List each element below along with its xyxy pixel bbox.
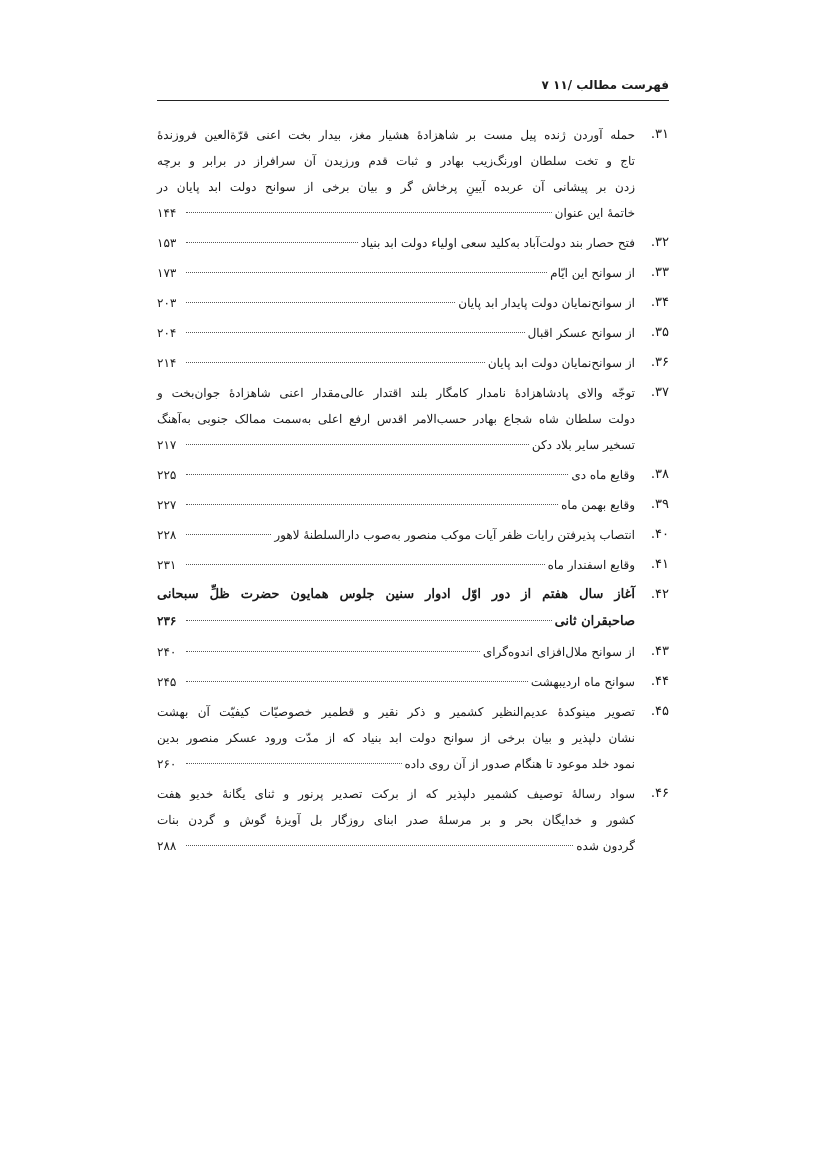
page-number: ۲۸۸	[157, 839, 177, 853]
entry-last-line	[157, 608, 635, 635]
page-number: ۲۳۶	[157, 614, 177, 628]
entry-last-line	[157, 669, 635, 695]
entry-last-line	[157, 751, 635, 777]
entry-content	[157, 290, 635, 316]
dot-leader	[186, 242, 358, 243]
entry-content	[157, 639, 635, 665]
entry-title: سوانح ماه اردیبهشت	[530, 675, 635, 689]
entry-title: وقایع بهمن ماه	[561, 498, 635, 512]
page-number: ۱۴۴	[157, 206, 177, 220]
page-number: ۲۱۴	[157, 356, 177, 370]
entry-title: فتح حصار بند دولت‌آباد به‌کلید سعی اولیاء دولت ابد بنیاد	[360, 236, 635, 250]
entry-last-line	[157, 350, 635, 376]
dot-leader	[186, 332, 525, 333]
dot-leader	[186, 763, 402, 764]
toc-entry[interactable]	[157, 290, 669, 316]
entry-last-line	[157, 492, 635, 518]
entry-title: از سوانح‌نمایان دولت ابد پایان	[487, 356, 635, 370]
entry-content	[157, 350, 635, 376]
entry-text-line: دولت سلطان شاه شجاع بهادر حسب‌الامر اقدس ارفع اعلی به‌سمت ممالک جنوبی به‌آهنگ	[157, 412, 635, 426]
entry-title: وقایع ماه دی	[571, 468, 635, 482]
entry-content	[157, 230, 635, 256]
dot-leader	[186, 474, 568, 475]
entry-number: ۳۵.	[650, 325, 669, 340]
toc-entry[interactable]	[157, 260, 669, 286]
toc-entry[interactable]	[157, 699, 669, 777]
page-number: ۱۵۳	[157, 236, 177, 250]
entry-text-line: سواد رسالهٔ توصیف کشمیر دلپذیر که از برکت تصدیر پرنور و ثنای یگانهٔ خدیو هفت	[157, 787, 635, 801]
entry-text-line: کشور و خدایگان بحر و بر مرسلهٔ صدر ابنای روزگار بل آویزهٔ گوش و گردن بنات	[157, 813, 635, 827]
entry-text-line: زدن بر پیشانی آن عربده آیینِ پرخاش گر و بیان برخی از سوانح دولت ابد پایان در	[157, 180, 635, 194]
dot-leader	[186, 212, 552, 213]
page-number: ۲۴۰	[157, 645, 177, 659]
toc-entry[interactable]	[157, 522, 669, 548]
page-number: ۲۰۳	[157, 296, 177, 310]
toc-entry[interactable]	[157, 492, 669, 518]
dot-leader	[186, 651, 480, 652]
page-number: ۱۷۳	[157, 266, 177, 280]
dot-leader	[186, 504, 558, 505]
page-number: ۲۰۴	[157, 326, 177, 340]
toc-entry[interactable]	[157, 462, 669, 488]
entry-title: از سوانح ملال‌افزای اندوه‌گرای	[482, 645, 635, 659]
entry-content	[157, 699, 635, 777]
toc-entry[interactable]	[157, 230, 669, 256]
entry-number: ۳۲.	[650, 235, 669, 250]
toc-entry[interactable]	[157, 350, 669, 376]
toc-entry[interactable]	[157, 781, 669, 859]
toc-entry[interactable]	[157, 669, 669, 695]
entry-content	[157, 380, 635, 458]
entry-text-line: تاج و تخت سلطان اورنگ‌زیب بهادر و ثبات قدم ورزیدن آن سرافراز در برابر و برچه	[157, 154, 635, 168]
page-number: ۲۴۵	[157, 675, 177, 689]
entry-title: صاحبقران ثانی	[554, 614, 635, 629]
entry-number: ۴۱.	[650, 557, 669, 572]
entry-title: وقایع اسفندار ماه	[547, 558, 635, 572]
entry-number: ۴۴.	[650, 674, 669, 689]
entry-content	[157, 260, 635, 286]
entry-title: از سوانح‌نمایان دولت پایدار ابد پایان	[458, 296, 635, 310]
entry-number: ۳۷.	[650, 385, 669, 400]
entry-text-line: نشان دلپذیر و بیان برخی از سوانح دولت ابد بنیاد که از مدّت ورود عسکر منصور بدین	[157, 731, 635, 745]
entry-text-line: تصویر مینوکدهٔ عدیم‌النظیر کشمیر و ذکر نقیر و قطمیر خصوصیّات کیفیّت آن بهشت	[157, 705, 635, 719]
toc-entry[interactable]	[157, 122, 669, 226]
entry-title: از سوانح این ایّام	[550, 266, 635, 280]
page-number: ۲۶۰	[157, 757, 177, 771]
running-title: فهرست مطالب /۱۱ ۷	[541, 78, 669, 92]
entry-text-line: حمله آوردن ژنده پیل مست بر شاهزادهٔ هشیار مغز، بیدار بخت اعنی قرّةالعین فروزندهٔ	[157, 128, 635, 142]
page-header	[157, 78, 669, 101]
dot-leader	[186, 302, 455, 303]
entry-number: ۴۲.	[650, 587, 669, 602]
dot-leader	[186, 272, 547, 273]
page-number: ۲۳۱	[157, 558, 177, 572]
entry-last-line	[157, 260, 635, 286]
table-of-contents	[157, 122, 669, 863]
entry-last-line	[157, 230, 635, 256]
entry-number: ۴۰.	[650, 527, 669, 542]
entry-number: ۴۳.	[650, 644, 669, 659]
dot-leader	[186, 362, 485, 363]
entry-title: نمود خلد موعود تا هنگام صدور از آن روی داده	[404, 757, 635, 771]
page-number: ۲۲۷	[157, 498, 177, 512]
entry-title: تسخیر سایر بلاد دکن	[531, 438, 635, 452]
toc-entry[interactable]	[157, 639, 669, 665]
entry-number: ۳۸.	[650, 467, 669, 482]
page-number: ۲۲۵	[157, 468, 177, 482]
entry-number: ۳۴.	[650, 295, 669, 310]
entry-last-line	[157, 290, 635, 316]
dot-leader	[186, 620, 552, 621]
entry-content	[157, 492, 635, 518]
dot-leader	[186, 845, 573, 846]
entry-title: از سوانح عسکر اقبال	[527, 326, 635, 340]
entry-last-line	[157, 639, 635, 665]
entry-number: ۳۶.	[650, 355, 669, 370]
entry-title: انتصاب پذیرفتن رایات ظفر آیات موکب منصور به‌صوب دارالسلطنهٔ لاهور	[274, 528, 635, 542]
toc-entry[interactable]	[157, 320, 669, 346]
entry-number: ۴۶.	[650, 786, 669, 801]
entry-content	[157, 122, 635, 226]
entry-title: گردون شده	[576, 839, 635, 853]
entry-last-line	[157, 320, 635, 346]
entry-content	[157, 320, 635, 346]
entry-last-line	[157, 432, 635, 458]
entry-title: خاتمهٔ این عنوان	[554, 206, 635, 220]
entry-content	[157, 669, 635, 695]
entry-last-line	[157, 522, 635, 548]
page-number: ۲۲۸	[157, 528, 177, 542]
entry-number: ۳۹.	[650, 497, 669, 512]
toc-entry[interactable]	[157, 380, 669, 458]
entry-content	[157, 462, 635, 488]
entry-content	[157, 582, 635, 635]
entry-content	[157, 522, 635, 548]
entry-number: ۳۱.	[650, 127, 669, 142]
entry-last-line	[157, 833, 635, 859]
entry-content	[157, 781, 635, 859]
dot-leader	[186, 564, 545, 565]
entry-last-line	[157, 552, 635, 578]
toc-entry[interactable]	[157, 582, 669, 635]
page-number: ۲۱۷	[157, 438, 177, 452]
dot-leader	[186, 444, 529, 445]
entry-content	[157, 552, 635, 578]
dot-leader	[186, 681, 528, 682]
entry-number: ۴۵.	[650, 704, 669, 719]
entry-last-line	[157, 462, 635, 488]
entry-text-line: توجّه والای پادشاهزادهٔ نامدار کامگار بلند اقتدار عالی‌مقدار اعنی شاهزادهٔ جوان‌بخت و	[157, 386, 635, 400]
entry-last-line	[157, 200, 635, 226]
entry-number: ۳۳.	[650, 265, 669, 280]
entry-text-line: آغاز سال هفتم از دور اوّل ادوار سنین جلوس همایون حضرت ظلِّ سبحانی	[157, 587, 635, 602]
toc-entry[interactable]	[157, 552, 669, 578]
dot-leader	[186, 534, 271, 535]
